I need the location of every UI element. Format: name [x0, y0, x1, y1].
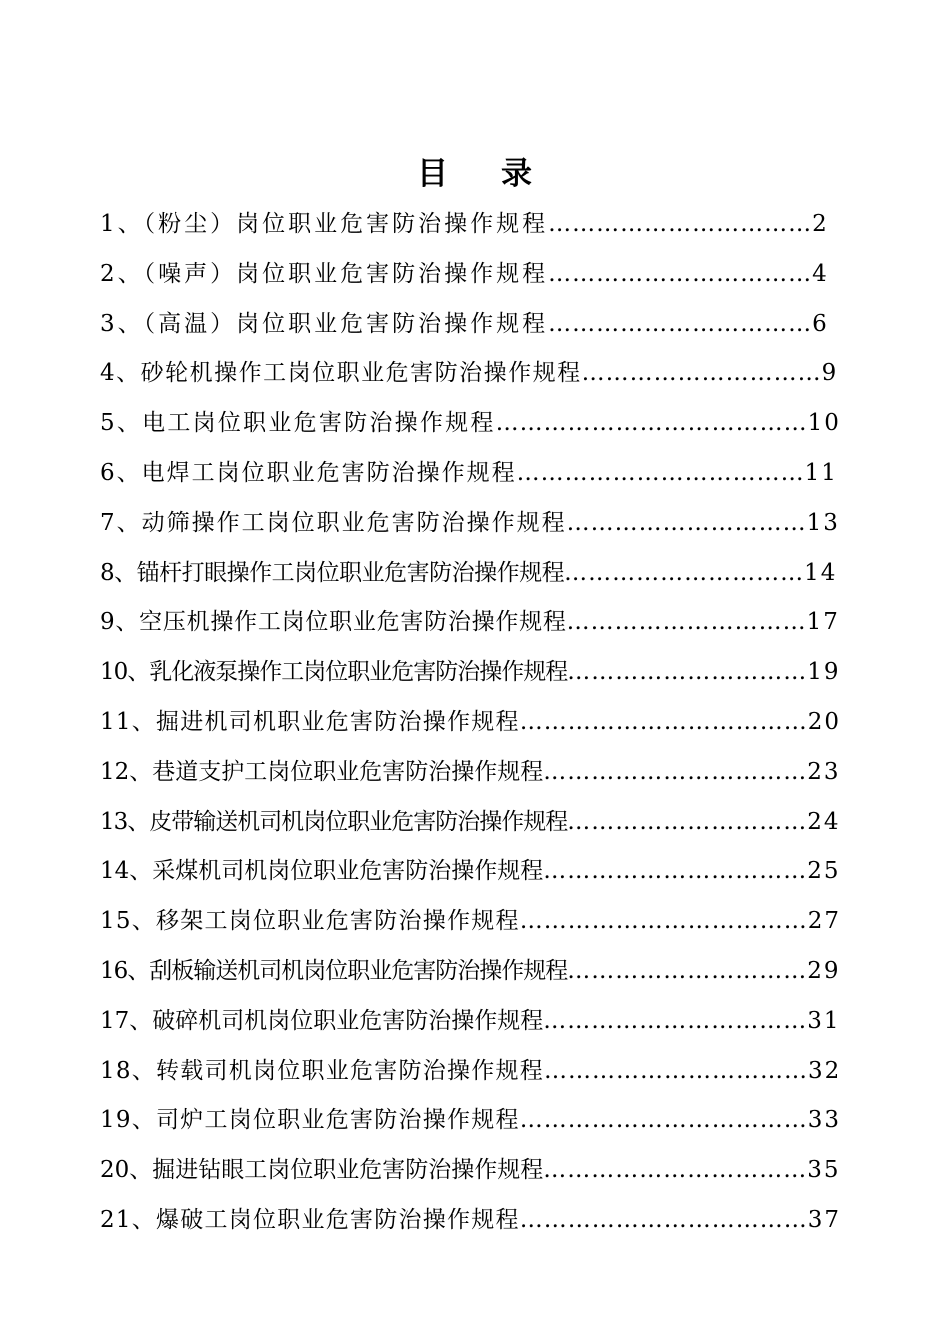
toc-entry-number: 4、 [100, 360, 141, 387]
toc-entry[interactable] [100, 748, 841, 796]
toc-entry-title: 采煤机司机岗位职业危害防治操作规程 [152, 858, 544, 885]
toc-entry-leader-dots: …………………………… [543, 1157, 808, 1184]
toc-entry-number: 16、 [100, 958, 150, 984]
toc-entry-page-number: 27 [807, 908, 842, 935]
toc-entry-number: 20、 [100, 1157, 153, 1184]
toc-entry-number: 19、 [100, 1107, 157, 1134]
toc-entry[interactable] [100, 798, 841, 846]
toc-entry-title: 巷道支护工岗位职业危害防治操作规程 [152, 758, 544, 785]
toc-entry[interactable] [100, 1146, 841, 1194]
toc-entry-page-number: 24 [807, 808, 841, 835]
toc-entry-number: 5、 [100, 410, 143, 437]
toc-entry-page-number: 23 [807, 758, 841, 785]
toc-entry-leader-dots: …………………………… [544, 1057, 809, 1084]
toc-entry-leader-dots: ……………………………… [519, 1107, 808, 1134]
toc-entry[interactable] [100, 598, 840, 646]
toc-entry-leader-dots: …………………………… [548, 310, 813, 337]
toc-entry[interactable] [100, 648, 841, 696]
toc-entry-title: 乳化液泵操作工岗位职业危害防治操作规程 [149, 659, 568, 686]
toc-entry-leader-dots: ……………………………… [519, 709, 808, 735]
toc-entry-title: 刮板输送机司机岗位职业危害防治操作规程 [149, 958, 568, 984]
toc-entry-title: 砂轮机操作工岗位职业危害防治操作规程 [140, 360, 582, 387]
toc-entry-page-number: 25 [807, 858, 841, 885]
toc-entry-leader-dots: ………………………………… [495, 410, 808, 437]
toc-entry-number: 12、 [100, 758, 153, 785]
toc-entry-title: 爆破工岗位职业危害防治操作规程 [156, 1207, 520, 1233]
toc-entry-leader-dots: ………………………… [567, 958, 808, 984]
toc-entry-page-number: 29 [807, 958, 841, 984]
toc-entry-number: 13、 [100, 808, 150, 835]
toc-entry-number: 21、 [100, 1207, 157, 1233]
page-title [0, 150, 950, 198]
toc-entry[interactable] [100, 349, 838, 397]
toc-entry-page-number: 11 [804, 460, 838, 486]
toc-entry-title: 锚杆打眼操作工岗位职业危害防治操作规程 [136, 559, 565, 586]
toc-entry-page-number: 35 [807, 1157, 841, 1184]
toc-entry[interactable] [100, 1047, 841, 1095]
toc-entry-title: （粉尘）岗位职业危害防治操作规程 [143, 211, 549, 237]
toc-entry-title: 电焊工岗位职业危害防治操作规程 [141, 460, 517, 486]
toc-entry-title: 司炉工岗位职业危害防治操作规程 [156, 1107, 520, 1134]
toc-entry[interactable] [100, 549, 837, 597]
toc-entry-page-number: 33 [807, 1107, 842, 1134]
toc-entry-leader-dots: ……………………………… [519, 908, 808, 935]
toc-entry-number: 10、 [100, 659, 150, 686]
toc-entry-page-number: 6 [812, 310, 829, 337]
toc-entry-page-number: 14 [804, 559, 838, 586]
toc-entry-leader-dots: ………………………… [581, 360, 822, 387]
toc-entry-title: 皮带输送机司机岗位职业危害防治操作规程 [149, 808, 568, 835]
toc-entry-leader-dots: ………………………… [566, 509, 807, 536]
toc-entry[interactable] [100, 1196, 841, 1244]
toc-entry-leader-dots: …………………………… [543, 758, 808, 785]
toc-entry[interactable] [100, 399, 841, 447]
toc-entry-leader-dots: …………………………… [548, 260, 813, 287]
toc-entry-leader-dots: ………………………… [567, 808, 808, 835]
toc-entry-leader-dots: ………………………… [566, 609, 807, 636]
toc-entry-page-number: 2 [812, 211, 829, 237]
toc-entry-page-number: 20 [807, 709, 842, 735]
toc-entry-number: 9、 [100, 609, 140, 636]
toc-entry[interactable] [100, 250, 829, 298]
toc-entry-page-number: 10 [807, 410, 841, 437]
toc-entry-title: （噪声）岗位职业危害防治操作规程 [143, 260, 549, 287]
toc-entry[interactable] [100, 698, 841, 746]
toc-entry-leader-dots: …………………………… [548, 211, 813, 237]
toc-entry[interactable] [100, 997, 841, 1045]
toc-entry-leader-dots: ………………………… [564, 559, 805, 586]
toc-entry-number: 17、 [100, 1007, 153, 1034]
toc-entry-title: 掘进机司机职业危害防治操作规程 [156, 709, 520, 735]
toc-entry-number: 14、 [100, 858, 153, 885]
toc-entry-leader-dots: ………………………… [567, 659, 808, 686]
toc-entry[interactable] [100, 947, 841, 995]
toc-entry-number: 11、 [100, 709, 157, 735]
toc-entry-title: 转载司机岗位职业危害防治操作规程 [156, 1057, 545, 1084]
toc-entry[interactable] [100, 1096, 841, 1144]
toc-entry-number: 7、 [100, 509, 142, 536]
toc-entry-page-number: 13 [806, 509, 840, 536]
toc-entry-number: 3、 [100, 310, 144, 337]
toc-entry-page-number: 17 [806, 609, 840, 636]
toc-entry[interactable] [100, 200, 829, 248]
toc-entry-page-number: 4 [812, 260, 829, 287]
toc-entry[interactable] [100, 847, 841, 895]
toc-entry[interactable] [100, 499, 840, 547]
title-char-1: 目 [417, 156, 449, 192]
toc-entry[interactable] [100, 449, 838, 497]
toc-entry-number: 18、 [100, 1057, 157, 1084]
toc-entry-title: 破碎机司机岗位职业危害防治操作规程 [152, 1007, 544, 1034]
toc-entry-page-number: 37 [807, 1207, 842, 1233]
toc-entry-title: （高温）岗位职业危害防治操作规程 [143, 310, 549, 337]
toc-entry-title: 空压机操作工岗位职业危害防治操作规程 [139, 609, 567, 636]
toc-entry-leader-dots: ……………………………… [519, 1207, 808, 1233]
toc-entry-number: 6、 [100, 460, 142, 486]
toc-entry[interactable] [100, 300, 829, 348]
toc-entry-number: 8、 [100, 559, 137, 586]
toc-entry-leader-dots: …………………………… [543, 858, 808, 885]
toc-entry-title: 动筛操作工岗位职业危害防治操作规程 [141, 509, 567, 536]
toc-entry[interactable] [100, 897, 841, 945]
title-char-2: 录 [501, 156, 533, 192]
toc-entry-page-number: 31 [807, 1007, 841, 1034]
toc-entry-leader-dots: ……………………………… [516, 460, 805, 486]
toc-entry-number: 1、 [100, 211, 144, 237]
toc-entry-page-number: 32 [808, 1057, 842, 1084]
toc-entry-page-number: 19 [807, 659, 841, 686]
toc-entry-title: 掘进钻眼工岗位职业危害防治操作规程 [152, 1157, 544, 1184]
toc-entry-leader-dots: …………………………… [543, 1007, 808, 1034]
toc-entry-title: 移架工岗位职业危害防治操作规程 [156, 908, 520, 935]
toc-entry-title: 电工岗位职业危害防治操作规程 [142, 410, 496, 437]
toc-entry-number: 15、 [100, 908, 157, 935]
toc-entry-number: 2、 [100, 260, 144, 287]
toc-entry-page-number: 9 [821, 360, 839, 387]
